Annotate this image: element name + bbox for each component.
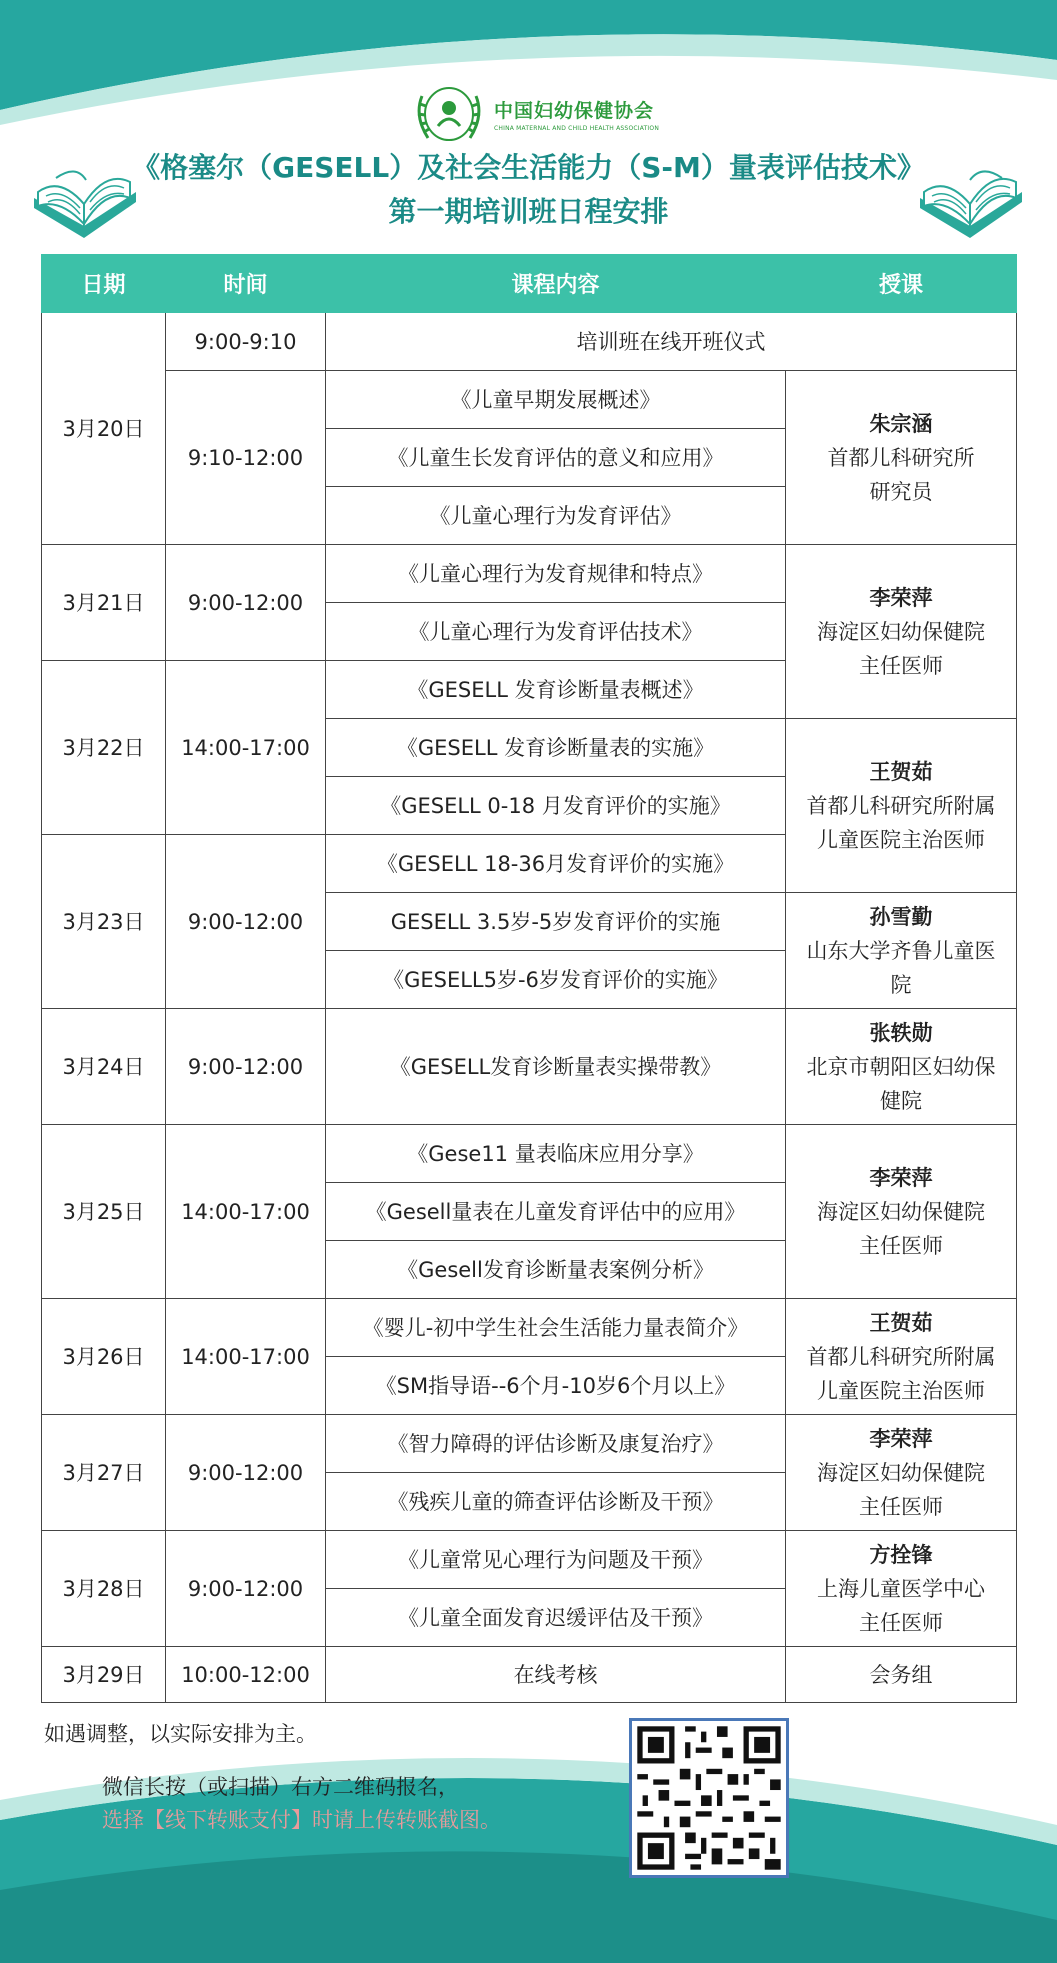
course-cell: 《儿童全面发育迟缓评估及干预》 — [326, 1589, 786, 1647]
course-cell: 《婴儿-初中学生社会生活能力量表简介》 — [326, 1299, 786, 1357]
adjustment-note: 如遇调整，以实际安排为主。 — [44, 1722, 317, 1746]
header-teacher: 授课 — [786, 255, 1017, 313]
teacher-cell — [786, 371, 1017, 545]
header-time: 时间 — [166, 255, 326, 313]
teacher-cell — [786, 1299, 1017, 1415]
teacher-name: 张轶勋 — [869, 1020, 933, 1045]
teacher-affiliation: 首都儿科研究所附属 — [806, 1344, 996, 1369]
teacher-cell — [786, 1125, 1017, 1299]
teacher-affiliation: 海淀区妇幼保健院 — [817, 1460, 985, 1485]
table-row — [42, 1009, 1017, 1125]
page-subtitle: 第一期培训班日程安排 — [388, 195, 669, 228]
teacher-affiliation: 上海儿童医学中心 — [817, 1576, 985, 1601]
course-cell: 《儿童心理行为发育评估技术》 — [326, 603, 786, 661]
course-cell: 《GESELL 0-18 月发育评价的实施》 — [326, 777, 786, 835]
course-cell: 《GESELL 发育诊断量表概述》 — [326, 661, 786, 719]
table-row — [42, 545, 1017, 603]
teacher-cell — [786, 1531, 1017, 1647]
teacher-affiliation: 北京市朝阳区妇幼保 — [806, 1054, 996, 1079]
course-cell: 《GESELL发育诊断量表实操带教》 — [326, 1009, 786, 1125]
course-cell: 《Gesell量表在儿童发育评估中的应用》 — [326, 1183, 786, 1241]
time-cell: 9:00-12:00 — [166, 835, 326, 1009]
date-cell: 3月26日 — [42, 1299, 166, 1415]
teacher-title: 主任医师 — [859, 653, 943, 678]
table-row — [42, 1647, 1017, 1703]
table-row — [42, 371, 1017, 429]
course-cell: 《儿童早期发展概述》 — [326, 371, 786, 429]
schedule-table — [41, 254, 1017, 1703]
teacher-title: 主任医师 — [859, 1233, 943, 1258]
date-cell: 3月25日 — [42, 1125, 166, 1299]
page-title: 《格塞尔（GESELL）及社会生活能力（S-M）量表评估技术》 — [132, 151, 925, 184]
time-cell: 9:00-12:00 — [166, 1531, 326, 1647]
registration-instruction: 微信长按（或扫描）右方二维码报名， — [102, 1775, 459, 1799]
table-row — [42, 1531, 1017, 1589]
teacher-name: 王贺茹 — [869, 759, 933, 784]
course-cell: 《Gesell发育诊断量表案例分析》 — [326, 1241, 786, 1299]
teacher-affiliation: 海淀区妇幼保健院 — [817, 1199, 985, 1224]
teacher-name: 方拴锋 — [869, 1542, 933, 1567]
table-row — [42, 1299, 1017, 1357]
teacher-title: 研究员 — [869, 479, 933, 504]
teacher-cell — [786, 719, 1017, 893]
teacher-title: 健院 — [880, 1088, 922, 1113]
teacher-name: 王贺茹 — [869, 1310, 933, 1335]
course-cell: 在线考核 — [326, 1647, 786, 1703]
teacher-title: 儿童医院主治医师 — [817, 827, 985, 852]
teacher-cell — [786, 1009, 1017, 1125]
org-logo — [410, 82, 659, 146]
table-header-row — [42, 255, 1017, 313]
table-row — [42, 313, 1017, 371]
teacher-name: 李荣萍 — [869, 585, 933, 610]
course-cell: 《GESELL 18-36月发育评价的实施》 — [326, 835, 786, 893]
time-cell: 14:00-17:00 — [166, 1125, 326, 1299]
teacher-name: 朱宗涵 — [869, 411, 933, 436]
time-cell: 9:00-12:00 — [166, 545, 326, 661]
course-cell: 培训班在线开班仪式 — [326, 313, 1017, 371]
qr-code-icon[interactable] — [629, 1718, 789, 1878]
header-date: 日期 — [42, 255, 166, 313]
course-cell: 《儿童生长发育评估的意义和应用》 — [326, 429, 786, 487]
teacher-cell — [786, 545, 1017, 719]
course-cell: 《GESELL5岁-6岁发育评价的实施》 — [326, 951, 786, 1009]
teacher-affiliation: 首都儿科研究所附属 — [806, 793, 996, 818]
time-cell: 14:00-17:00 — [166, 661, 326, 835]
org-name-en: CHINA MATERNAL AND CHILD HEALTH ASSOCIATION — [494, 125, 660, 132]
teacher-name: 李荣萍 — [869, 1165, 933, 1190]
payment-instruction: 选择【线下转账支付】时请上传转账截图。 — [102, 1808, 501, 1832]
course-cell: 《GESELL 发育诊断量表的实施》 — [326, 719, 786, 777]
teacher-affiliation: 海淀区妇幼保健院 — [817, 619, 985, 644]
time-cell: 9:00-12:00 — [166, 1009, 326, 1125]
date-cell: 3月28日 — [42, 1531, 166, 1647]
teacher-name: 李荣萍 — [869, 1426, 933, 1451]
table-row — [42, 1125, 1017, 1183]
time-cell: 14:00-17:00 — [166, 1299, 326, 1415]
date-cell: 3月29日 — [42, 1647, 166, 1703]
org-name-cn: 中国妇幼保健协会 — [494, 100, 655, 122]
time-cell: 9:00-9:10 — [166, 313, 326, 371]
course-cell: 《智力障碍的评估诊断及康复治疗》 — [326, 1415, 786, 1473]
teacher-title: 院 — [890, 972, 912, 997]
teacher-name: 孙雪勤 — [869, 904, 933, 929]
teacher-cell — [786, 1415, 1017, 1531]
teacher-title: 儿童医院主治医师 — [817, 1378, 985, 1403]
date-cell: 3月27日 — [42, 1415, 166, 1531]
date-cell: 3月24日 — [42, 1009, 166, 1125]
date-cell: 3月23日 — [42, 835, 166, 1009]
course-cell: 《儿童常见心理行为问题及干预》 — [326, 1531, 786, 1589]
course-cell: 《SM指导语--6个月-10岁6个月以上》 — [326, 1357, 786, 1415]
course-cell: 《Gese11 量表临床应用分享》 — [326, 1125, 786, 1183]
teacher-affiliation: 山东大学齐鲁儿童医 — [806, 938, 996, 963]
date-cell: 3月20日 — [42, 313, 166, 545]
time-cell: 9:00-12:00 — [166, 1415, 326, 1531]
course-cell: 《儿童心理行为发育评估》 — [326, 487, 786, 545]
time-cell: 9:10-12:00 — [166, 371, 326, 545]
time-cell: 10:00-12:00 — [166, 1647, 326, 1703]
date-cell: 3月21日 — [42, 545, 166, 661]
table-row — [42, 1415, 1017, 1473]
org-emblem-icon — [410, 82, 488, 146]
course-cell: 《儿童心理行为发育规律和特点》 — [326, 545, 786, 603]
teacher-title: 主任医师 — [859, 1494, 943, 1519]
header — [0, 0, 1057, 250]
teacher-cell — [786, 893, 1017, 1009]
course-cell: 《残疾儿童的筛查评估诊断及干预》 — [326, 1473, 786, 1531]
course-cell: GESELL 3.5岁-5岁发育评价的实施 — [326, 893, 786, 951]
header-content: 课程内容 — [326, 255, 786, 313]
date-cell: 3月22日 — [42, 661, 166, 835]
teacher-title: 主任医师 — [859, 1610, 943, 1635]
teacher-affiliation: 首都儿科研究所 — [827, 445, 975, 470]
teacher-cell: 会务组 — [786, 1647, 1017, 1703]
